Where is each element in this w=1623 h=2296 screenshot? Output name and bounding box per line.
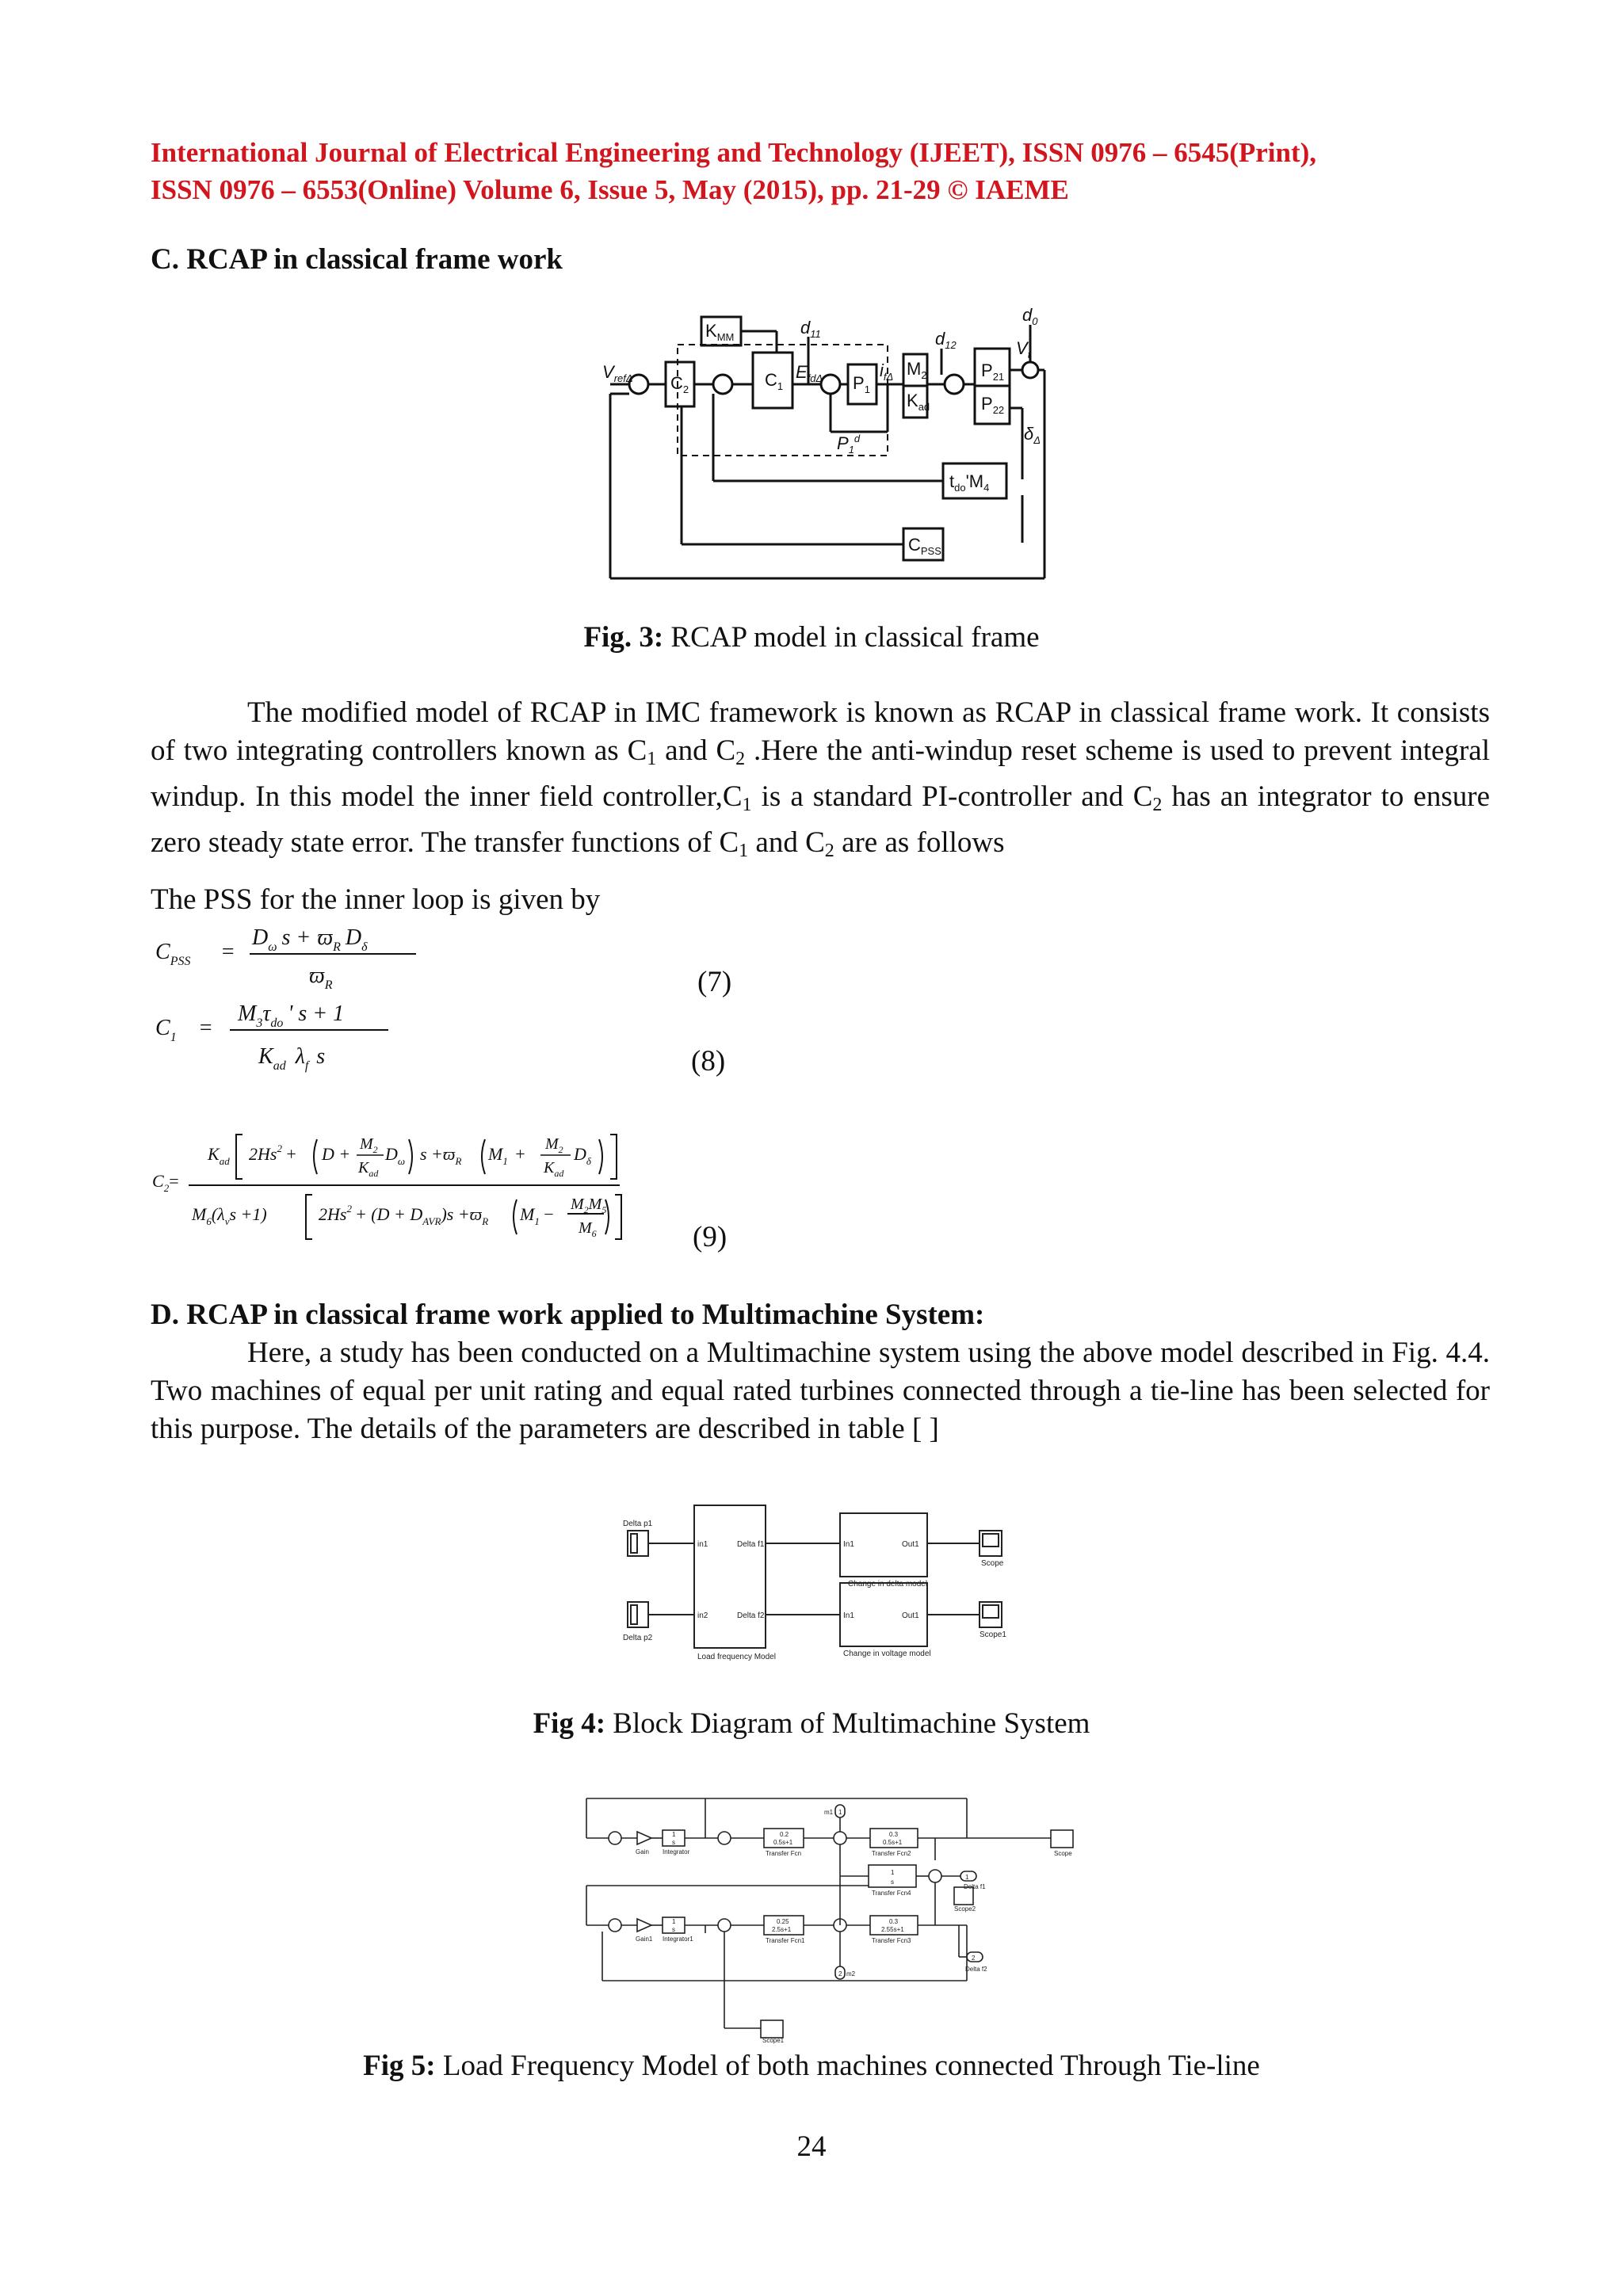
svg-text:Delta f2: Delta f2 (737, 1611, 765, 1620)
svg-text:C2=: $C_2=$ (152, 1171, 179, 1194)
svg-text:Dω: $D_\omega$ (385, 1144, 406, 1167)
svg-text:1: 1 (965, 1874, 969, 1881)
svg-text:s: s (672, 1839, 675, 1846)
svg-text:Out1: Out1 (902, 1611, 919, 1620)
svg-text:1: 1 (672, 1831, 676, 1838)
svg-text:C2: $C_2$ (670, 373, 689, 395)
svg-text:Delta f2: Delta f2 (965, 1966, 987, 1973)
svg-text:Kad: $K_{ad}$ (358, 1159, 379, 1179)
fig3-caption: Fig. 3: RCAP model in classical frame (583, 621, 1040, 654)
svg-text:Scope: Scope (981, 1559, 1004, 1568)
svg-text:in2: in2 (697, 1611, 708, 1620)
svg-text:Transfer Fcn1: Transfer Fcn1 (766, 1937, 805, 1944)
svg-text:2Hs2+ (D + DAVR)s +ϖR: $2Hs^2 + (D + D_{AVR})s +ϖ_R$ (319, 1203, 489, 1227)
paragraph-multimachine: Here, a study has been conducted on a Multimachine system using the above model described in Fig. 4.4. Two machines of equal per unit rating and equal rated turbines connected through a tie-line has been selected for this purpose. The details of the parameters are described in table [ ] (151, 1337, 1490, 1445)
svg-text:Dωs +ϖRDδ: $D_\omega$ $s + ϖ_R$ $D_\delta$ (252, 925, 368, 954)
svg-text:2Hs2+: $2Hs^2$ + (249, 1142, 297, 1164)
page-number: 24 (796, 2130, 827, 2163)
fig5-caption: Fig 5: Load Frequency Model of both machines connected Through Tie-line (363, 2050, 1260, 2082)
svg-text:Transfer Fcn: Transfer Fcn (766, 1850, 802, 1857)
svg-text:Scope: Scope (1054, 1850, 1072, 1857)
svg-text:Scope1: Scope1 (980, 1630, 1006, 1639)
svg-text:P22: $P_{22}$ (981, 394, 1005, 416)
svg-text:2.5s+1: 2.5s+1 (772, 1926, 792, 1933)
svg-text:δΔ: $\delta_\Delta$ (1024, 424, 1041, 446)
svg-text:1: 1 (891, 1869, 895, 1876)
svg-text:Scope1: Scope1 (762, 2037, 785, 2044)
fig3-rcap-diagram (602, 305, 1046, 598)
svg-text:d12: $d_{12}$ (935, 329, 957, 351)
svg-text:2.55s+1: 2.55s+1 (881, 1926, 904, 1933)
fig4-caption: Fig 4: Block Diagram of Multimachine System (533, 1707, 1090, 1740)
svg-text:P1d: $P_1^d$ (837, 433, 861, 456)
svg-text:D +: D + (322, 1144, 351, 1164)
svg-text:Transfer Fcn4: Transfer Fcn4 (872, 1890, 911, 1897)
svg-text:0.3: 0.3 (889, 1831, 899, 1838)
svg-text:0.2: 0.2 (780, 1831, 789, 1838)
svg-text:1: 1 (672, 1918, 676, 1925)
equation-9-number: (9) (693, 1221, 727, 1253)
svg-text:Kad: $K_{ad}$ (907, 391, 930, 413)
svg-text:Delta p2: Delta p2 (623, 1634, 653, 1642)
section-c-title: C. RCAP in classical frame work (151, 243, 563, 276)
svg-text:=: = (198, 1016, 213, 1040)
svg-text:Scope2: Scope2 (954, 1905, 976, 1913)
svg-text:0.5s+1: 0.5s+1 (883, 1839, 903, 1846)
svg-text:s: s (672, 1926, 675, 1933)
svg-text:C1: $C_1$ (155, 1016, 177, 1044)
pss-intro: The PSS for the inner loop is given by (151, 883, 601, 916)
svg-text:M2: $M_2$ (360, 1135, 378, 1155)
svg-text:Change in voltage model: Change in voltage model (843, 1650, 931, 1658)
svg-text:Out1: Out1 (902, 1540, 919, 1549)
svg-text:Integrator: Integrator (663, 1848, 690, 1855)
paragraph-rcap-classical: The modified model of RCAP in IMC framework is known as RCAP in classical frame work. It consists of two integrating controllers known as $C_1$ and $C_2$ .Here the anti-windup reset scheme is used to prevent integral windup. In this model the inner field $controller,C_1$ is a standard PI-controller and $C_2$ has an integrator to ensure zero steady state error. The transfer functions of $C_1$ and $C_2$ are as follows (151, 696, 1490, 861)
svg-text:m2: m2 (846, 1970, 856, 1978)
svg-text:m1: m1 (824, 1809, 834, 1816)
svg-text:s: s (891, 1878, 894, 1886)
svg-text:tdo'M4: $t_{do}'M_4$ (949, 471, 990, 494)
svg-text:In1: In1 (843, 1611, 854, 1620)
svg-text:Delta f1: Delta f1 (737, 1540, 765, 1549)
svg-text:2: 2 (838, 1970, 842, 1978)
equation-8 (151, 995, 563, 1074)
svg-text:Transfer Fcn3: Transfer Fcn3 (872, 1937, 911, 1944)
svg-text:ϖR: $ϖ_R$ (309, 963, 333, 992)
svg-text:Delta p1: Delta p1 (623, 1520, 653, 1528)
svg-text:CPSS: $C_{PSS}$ (155, 940, 191, 968)
svg-text:M1+: $M_1$ + (488, 1144, 526, 1167)
section-d-title: D. RCAP in classical frame work applied to Multimachine System: (151, 1299, 985, 1331)
svg-text:Vt: $V_t$ (1016, 338, 1031, 360)
equation-9 (151, 1123, 626, 1242)
svg-text:Gain: Gain (636, 1848, 649, 1855)
fig5-load-frequency-model (586, 1791, 1109, 2044)
svg-text:M6(λvs +1): $M_6(\lambda_vs +1)$ (192, 1204, 267, 1227)
svg-text:0.25: 0.25 (777, 1918, 789, 1925)
equation-7 (151, 919, 563, 998)
svg-text:ifΔ: $i_f\Delta$ (880, 360, 894, 383)
svg-text:KMM: $K_{MM}$ (705, 321, 735, 343)
equation-8-number: (8) (691, 1045, 726, 1077)
svg-text:Change in delta model: Change in delta model (848, 1580, 928, 1589)
svg-text:s +ϖR: $s +ϖ_R$ (420, 1144, 462, 1167)
svg-text:P1: $P_1$ (853, 373, 870, 395)
svg-text:VrefΔ: $V_{ref}\Delta$ (602, 362, 633, 384)
svg-text:Kadλfs: $K_{ad}$ $\lambda_f$ s (258, 1044, 326, 1073)
journal-header-line1: International Journal of Electrical Engineering and Technology (IJEET), ISSN 0976 – 6545(Print), (151, 137, 1317, 168)
svg-text:Gain1: Gain1 (636, 1936, 653, 1943)
svg-text:Load frequency Model: Load frequency Model (697, 1653, 776, 1661)
svg-text:CPSS: $C_{PSS}$ (908, 535, 941, 557)
svg-text:in1: in1 (697, 1540, 708, 1549)
svg-text:M2: $M_2$ (907, 359, 927, 381)
svg-text:Dδ: $D_\delta$ (574, 1144, 591, 1167)
svg-text:M2: $M_2$ (545, 1135, 563, 1155)
svg-text:M3τdo' s + 1: $M_3\tau_{do}$ ' s + 1 (238, 1001, 345, 1030)
svg-text:In1: In1 (843, 1540, 854, 1549)
svg-text:2: 2 (972, 1955, 976, 1962)
fig4-block-diagram (618, 1489, 1014, 1672)
svg-text:M2M5: $M_2M_5$ (571, 1196, 607, 1215)
svg-text:Kad: $K_{ad}$ (544, 1159, 564, 1179)
equation-7-number: (7) (697, 966, 732, 998)
svg-text:EfdΔ: $E_{fd}\Delta$ (796, 362, 823, 384)
svg-text:C1: $C_1$ (765, 370, 784, 392)
svg-text:=: = (220, 940, 235, 964)
svg-text:0.3: 0.3 (889, 1918, 899, 1925)
svg-text:P21: $P_{21}$ (981, 360, 1005, 383)
svg-text:M6: $M_6$ (579, 1219, 597, 1239)
journal-header-line2: ISSN 0976 – 6553(Online) Volume 6, Issue 5, May (2015), pp. 21-29 © IAEME (151, 174, 1069, 205)
svg-text:d11: $d_{11}$ (800, 318, 821, 340)
svg-text:Delta f1: Delta f1 (964, 1883, 986, 1890)
svg-text:Transfer Fcn2: Transfer Fcn2 (872, 1850, 911, 1857)
svg-text:Kad: $K_{ad}$ (208, 1144, 230, 1167)
svg-text:d0: $d_0$ (1022, 305, 1038, 327)
svg-text:0.5s+1: 0.5s+1 (773, 1839, 793, 1846)
svg-text:1: 1 (838, 1809, 842, 1816)
svg-text:Integrator1: Integrator1 (663, 1936, 693, 1943)
svg-text:M1−: $M_1$ − (520, 1204, 555, 1227)
